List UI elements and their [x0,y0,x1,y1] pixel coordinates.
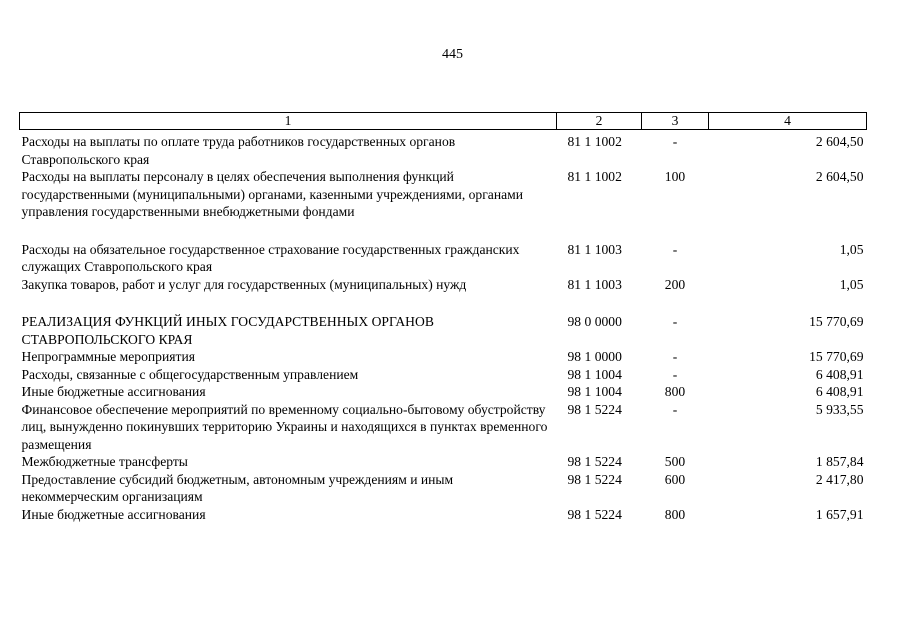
row-type: 600 [664,471,686,487]
row-sum: 2 604,50 [815,134,864,149]
table-header-row [20,113,867,130]
row-name: Финансовое обеспечение мероприятий по временному социально-бытовому обустройству лиц, вынужденно покинувших территорию Украины и находящихся в пунктах временного размещения [21,401,548,452]
row-sum: 15 770,69 [809,349,864,364]
row-type: - [672,241,678,257]
row-type: - [672,349,678,364]
row-name: Межбюджетные трансферты [21,454,188,469]
row-name: Закупка товаров, работ и услуг для государственных (муниципальных) нужд [21,276,467,292]
row-name: Иные бюджетные ассигнования [21,506,206,522]
row-name: Предоставление субсидий бюджетным, автономным учреждениям и иным некоммерческим организациям [21,471,454,504]
row-code: 98 1 1004 [567,384,622,399]
row-sum: 1,05 [839,241,864,257]
row-sum: 5 933,55 [815,401,864,417]
page-number: 445 [442,47,463,62]
row-name: РЕАЛИЗАЦИЯ ФУНКЦИЙ ИНЫХ ГОСУДАРСТВЕННЫХ ОРГАНОВ СТАВРОПОЛЬСКОГО КРАЯ [21,314,434,347]
row-type: - [672,314,678,329]
row-name: Расходы, связанные с общегосударственным управлением [21,366,359,382]
row-code: 98 1 5224 [567,506,622,522]
row-type: 200 [664,276,686,292]
row-code: 81 1 1003 [567,241,622,257]
row-code: 98 1 5224 [567,471,622,487]
table-row [20,471,867,506]
row-type: 100 [664,169,686,184]
table-row [20,276,867,294]
row-sum: 1,05 [839,276,864,292]
table-row [20,366,867,384]
row-code: 98 0 0000 [567,314,622,329]
row-sum: 1 657,91 [815,506,864,522]
row-code: 98 1 0000 [567,349,622,364]
row-sum: 6 408,91 [815,366,864,382]
row-name: Расходы на обязательное государственное страхование государственных гражданских служащих Ставропольского края [21,241,520,274]
table-row [20,506,867,524]
row-code: 81 1 1003 [567,276,622,292]
row-type: 800 [664,506,686,522]
row-name: Расходы на выплаты по оплате труда работников государственных органов Ставропольского края [21,134,456,167]
row-sum: 6 408,91 [815,384,864,399]
row-code: 81 1 1002 [567,134,622,149]
table-row [20,221,867,276]
row-name: Расходы на выплаты персоналу в целях обеспечения выполнения функций государственными (муниципальными) органами, казенными учреждениями, органами управления государственными внебюджетными фондами [21,169,524,219]
header-col-3: 3 [642,113,709,130]
table-row [20,453,867,471]
row-type: - [672,366,678,382]
row-code: 81 1 1002 [567,169,622,184]
row-code: 98 1 5224 [567,454,622,469]
row-type: 800 [664,384,686,399]
budget-table [19,112,867,523]
row-sum: 2 417,80 [815,471,864,487]
row-sum: 15 770,69 [809,314,864,329]
table-row [20,293,867,348]
header-col-1: 1 [20,113,557,130]
table-row [20,401,867,454]
header-col-2: 2 [557,113,642,130]
row-type: 500 [664,454,686,469]
row-name: Непрограммные мероприятия [21,349,195,364]
header-col-4: 4 [709,113,867,130]
row-sum: 2 604,50 [815,169,864,184]
row-code: 98 1 5224 [567,401,622,417]
row-type: - [672,401,678,417]
row-sum: 1 857,84 [815,454,864,469]
row-name: Иные бюджетные ассигнования [21,384,206,399]
row-code: 98 1 1004 [567,366,622,382]
table-row [20,168,867,221]
row-type: - [672,134,678,149]
table-row [20,348,867,366]
table-row [20,383,867,401]
table-row [20,130,867,169]
